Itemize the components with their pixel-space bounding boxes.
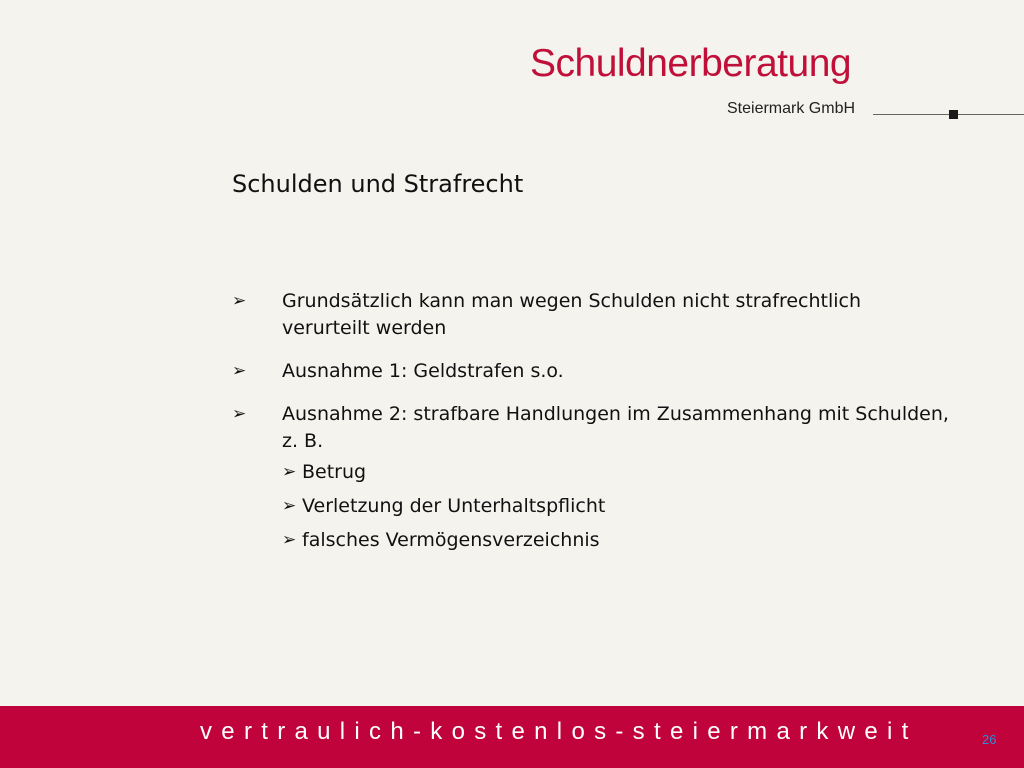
logo-subtitle: Steiermark GmbH [727,100,856,117]
sub-bullet-item [282,459,952,486]
sub-bullet-text: falsches Vermögensverzeichnis [302,529,600,551]
footer-tagline: vertraulich-kostenlos-steiermarkweit [200,718,918,745]
bullet-text: Grundsätzlich kann man wegen Schulden nicht strafrechtlich verurteilt werden [282,290,862,339]
bullet-text: Ausnahme 1: Geldstrafen s.o. [282,360,564,382]
sub-bullet-item [282,527,952,554]
bullet-item [232,401,952,455]
arrow-bullet-icon: ➢ [282,530,297,550]
logo-square-mark [949,110,958,119]
bullet-text: Ausnahme 2: strafbare Handlungen im Zusammenhang mit Schulden, z. B. [282,403,949,452]
arrow-bullet-icon: ➢ [232,404,247,424]
logo-title: Schuldnerberatung [530,42,852,85]
sub-bullet-text: Verletzung der Unterhaltspflicht [302,495,606,517]
bullet-list [232,288,952,561]
bullet-item [232,358,952,385]
arrow-bullet-icon: ➢ [232,291,247,311]
bullet-item [232,288,952,342]
sub-bullet-item [282,493,952,520]
page-number: 26 [982,732,997,747]
footer-bar [0,706,1024,768]
arrow-bullet-icon: ➢ [282,496,297,516]
arrow-bullet-icon: ➢ [282,462,297,482]
sub-bullet-list [232,459,952,554]
slide-title: Schulden und Strafrecht [232,170,524,198]
sub-bullet-text: Betrug [302,461,367,483]
arrow-bullet-icon: ➢ [232,361,247,381]
